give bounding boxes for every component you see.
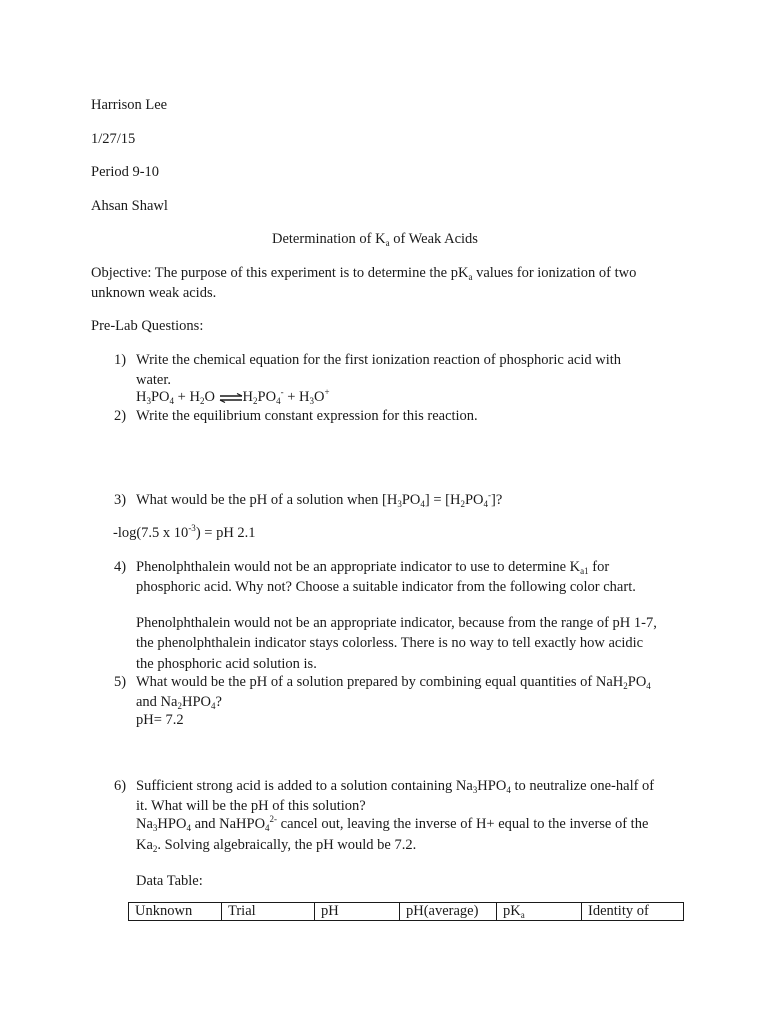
table-header-row [129, 903, 684, 921]
question-6-line-1: Sufficient strong acid is added to a solution containing $Na_3HPO_4$ to neutralize one-half of [136, 778, 655, 795]
objective-line-2: unknown weak acids. [91, 285, 217, 301]
question-5-line-1: What would be the pH of a solution prepared by combining equal quantities of $NaH_2PO_4$ [136, 674, 651, 691]
question-number: 1) [114, 352, 127, 368]
student-name: Harrison Lee [91, 97, 168, 113]
question-4-line-1: Phenolphthalein would not be an appropriate indicator to use to determine $K_{a1}$ for [136, 559, 610, 576]
data-table [128, 902, 684, 921]
table-header-cell: pH [315, 903, 400, 921]
partner-name: Ahsan Shawl [91, 198, 168, 214]
table-header-cell: Trial [222, 903, 315, 921]
question-number: 3) [114, 492, 127, 508]
equilibrium-arrow-icon [219, 393, 243, 403]
table-header-cell: $pK_a$ [497, 903, 582, 921]
question-4-answer-line-2: the phenolphthalein indicator stays colorless. There is no way to tell exactly how acidic [136, 635, 644, 651]
question-4-answer-line-3: the phosphoric acid solution is. [136, 656, 317, 672]
prelab-heading: Pre-Lab Questions: [91, 318, 204, 334]
question-5-answer: pH= 7.2 [136, 712, 184, 728]
document-title: Determination of $K_a$ of Weak Acids [272, 231, 478, 248]
question-1-line-2: water. [136, 372, 172, 388]
question-6-answer-line-1: $Na_3HPO_4$ and NaHPO$_4^{2-}$ cancel out, leaving the inverse of H+ equal to the inverse of the [136, 814, 649, 833]
table-header-cell: Unknown [129, 903, 222, 921]
objective-line-1: Objective: The purpose of this experiment is to determine the $pK_a$ values for ionization of two [91, 265, 637, 282]
question-number: 2) [114, 408, 127, 424]
period: Period 9-10 [91, 164, 160, 180]
question-2-text: Write the equilibrium constant expression for this reaction. [136, 408, 478, 424]
question-number: 4) [114, 559, 127, 575]
data-table-label: Data Table: [136, 873, 203, 889]
question-4-answer-line-1: Phenolphthalein would not be an appropriate indicator, because from the range of pH 1-7, [136, 615, 657, 631]
question-3-answer: -log(7.5 x $10^{-3}$) = pH 2.1 [113, 523, 256, 541]
question-6-line-2: it. What will be the pH of this solution? [136, 798, 366, 814]
question-5-line-2: and $Na_2HPO_4$? [136, 694, 222, 711]
question-6-answer-line-2: $Ka_2$. Solving algebraically, the pH would be 7.2. [136, 837, 417, 854]
table-header-cell: pH(average) [400, 903, 497, 921]
table-header-cell: Identity of [582, 903, 684, 921]
question-4-line-2: phosphoric acid. Why not? Choose a suitable indicator from the following color chart. [136, 579, 636, 595]
date: 1/27/15 [91, 131, 136, 147]
question-number: 6) [114, 778, 127, 794]
question-1-line-1: Write the chemical equation for the first ionization reaction of phosphoric acid with [136, 352, 621, 368]
question-3-text: What would be the pH of a solution when $[H_3PO_4] = [H_2PO_4^-]$? [136, 490, 503, 509]
question-number: 5) [114, 674, 127, 690]
phosphoric-acid-equation: $H_3PO_4 + H_2O$ $H_2PO_4^- + H_3O^+$ [136, 387, 330, 406]
